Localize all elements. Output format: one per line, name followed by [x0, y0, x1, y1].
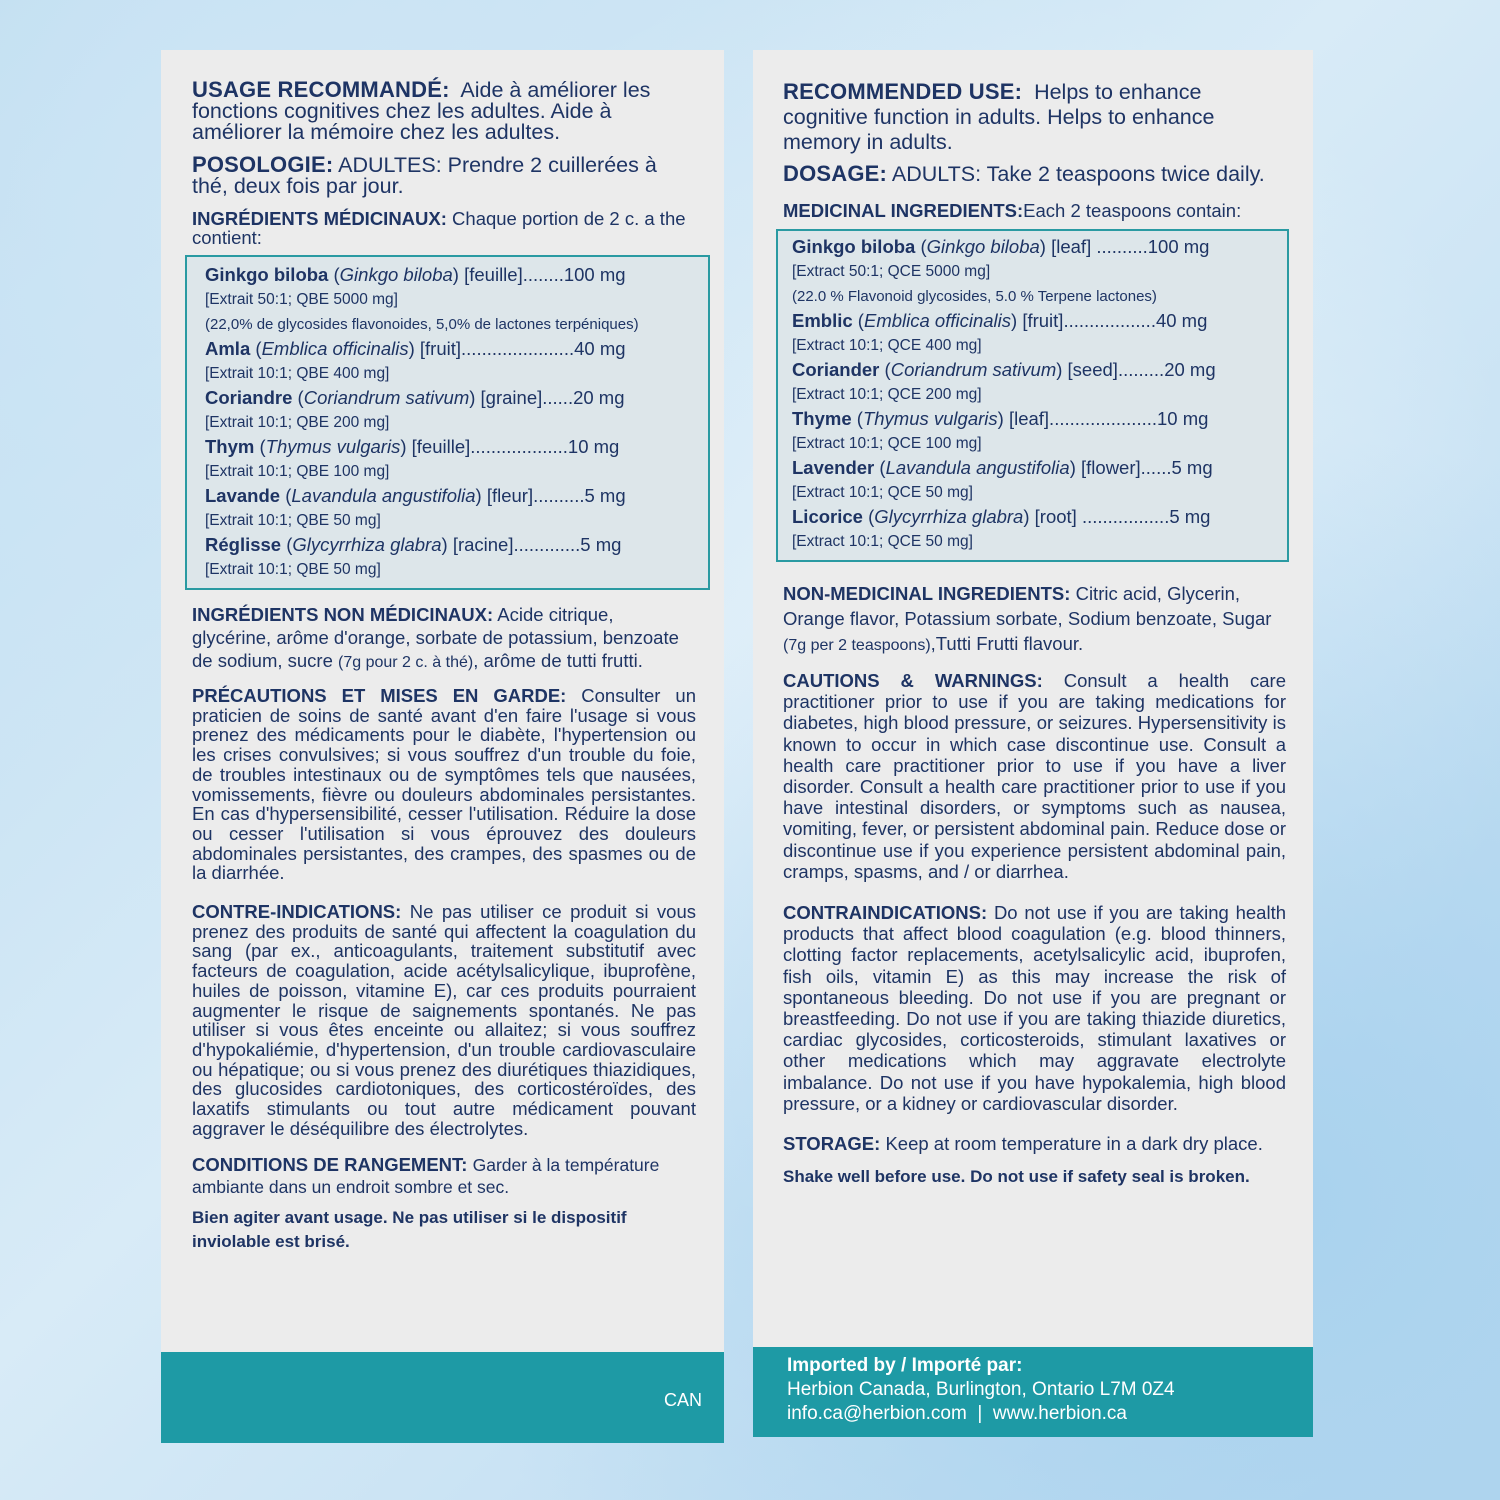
- fr-ingredient: Thym (Thymus vulgaris) [feuille]...................10 mg [Extrait 10:1; QBE 100 mg]: [205, 435, 696, 484]
- ingredient-name: Coriandre: [205, 387, 293, 408]
- fr-non-medicinal-text-end: , arôme de tutti frutti.: [473, 650, 643, 671]
- fr-footer-band: [161, 1352, 724, 1443]
- ingredient-extract: [Extrait 50:1; QBE 5000 mg]: [205, 291, 398, 308]
- ingredient-extract: [Extract 10:1; QCE 50 mg]: [792, 533, 973, 550]
- en-usage-text: Helps to enhance cognitive function in adults. Helps to enhance memory in adults.: [783, 80, 1215, 154]
- ingredient-latin: Ginkgo biloba: [926, 236, 1040, 257]
- fr-ingredients-box: [185, 255, 710, 590]
- en-cautions-heading: CAUTIONS & WARNINGS:: [783, 670, 1043, 691]
- ingredient-extract: [Extract 50:1; QCE 5000 mg]: [792, 263, 991, 280]
- ingredient-extract: [Extract 10:1; QCE 200 mg]: [792, 386, 982, 403]
- ingredient-latin: Emblica officinalis: [261, 338, 409, 359]
- importer-heading: Imported by / Importé par:: [787, 1355, 1023, 1376]
- ingredient-latin: Thymus vulgaris: [265, 436, 401, 457]
- ingredient-dose: [fleur]..........5 mg: [486, 485, 626, 506]
- ingredient-latin: Ginkgo biloba: [339, 264, 453, 285]
- fr-dosage-section: [192, 154, 696, 197]
- ingredient-extract: [Extract 10:1; QCE 50 mg]: [792, 484, 973, 501]
- ingredient-name: Licorice: [792, 506, 863, 527]
- en-ingredient: Emblic (Emblica officinalis) [fruit]..................40 mg [Extract 10:1; QCE 400 mg]: [792, 309, 1275, 358]
- fr-non-medicinal-text: Acide citrique, glycérine, arôme d'orange, sorbate de potassium, benzoate de sodium, sucre: [192, 604, 679, 671]
- fr-contra-text: Ne pas utiliser ce produit si vous prenez des produits de santé qui affectent la coagulation du sang (par ex., anticoagulants, traitement substitutif avec facteurs de coagulation, acide acétylsalicylique, ibuprofène, huiles de poisson, vitamine E), car ces produits pourraient augmenter le risque de saignements spontanés. Ne pas utiliser si vous êtes enceinte ou allaitez; si vous souffrez d'hypokaliémie, d'hypertension, d'un trouble cardiovasculaire ou hépatique; ou si vous prenez des diurétiques thiazidiques, des glucosides cardiotoniques, des corticostéroïdes, des laxatifs stimulants ou tout autre médicament pouvant aggraver le déséquilibre des électrolytes.: [192, 901, 696, 1139]
- ingredient-latin: Emblica officinalis: [863, 310, 1012, 331]
- en-shake-note: Shake well before use. Do not use if safety seal is broken.: [783, 1167, 1250, 1187]
- ingredient-name: Emblic: [792, 310, 853, 331]
- ingredient-extract: [Extrait 10:1; QBE 400 mg]: [205, 365, 390, 382]
- ingredient-dose: [feuille]........100 mg: [464, 264, 626, 285]
- ingredient-dose: [racine].............5 mg: [452, 534, 622, 555]
- ingredient-dose: [seed].........20 mg: [1067, 359, 1216, 380]
- ingredient-name: Thym: [205, 436, 255, 457]
- en-non-medicinal-section: [783, 581, 1286, 658]
- ingredient-latin: Glycyrrhiza glabra: [874, 506, 1024, 527]
- ingredient-latin: Lavandula angustifolia: [885, 457, 1070, 478]
- en-dosage-text: ADULTS: Take 2 teaspoons twice daily.: [891, 162, 1265, 186]
- fr-storage-section: [192, 1154, 696, 1198]
- country-code: CAN: [663, 1390, 702, 1410]
- ingredient-name: Lavande: [205, 485, 281, 506]
- ingredient-dose: [feuille]...................10 mg: [411, 436, 620, 457]
- ingredient-note: (22.0 % Flavonoid glycosides, 5.0 % Terpene lactones): [792, 288, 1157, 305]
- ingredient-extract: [Extrait 10:1; QBE 50 mg]: [205, 512, 381, 529]
- english-label-panel: [753, 50, 1313, 1437]
- en-contra-text: Do not use if you are taking health products that affect blood coagulation (e.g. blood thinners, clotting factor replacements, acetylsalicylic acid, ibuprofen, fish oils, vitamin E) as this may increase the risk of spontaneous bleeding. Do not use if you are pregnant or breastfeeding. Do not use if you are taking thiazide diuretics, cardiac glycosides, corticosteroids, stimulant laxatives or other medications which may aggravate electrolyte imbalance. Do not use if you have hypokalemia, high blood pressure, or a kidney or cardiovascular disorder.: [783, 902, 1287, 1114]
- fr-usage-text: Aide à améliorer les fonctions cognitives chez les adultes. Aide à améliorer la mémoire chez les adultes.: [192, 78, 651, 144]
- fr-ingredient: Réglisse (Glycyrrhiza glabra) [racine].............5 mg [Extrait 10:1; QBE 50 mg]: [205, 533, 696, 582]
- en-ingredients-box: [776, 229, 1289, 562]
- fr-ingredient: Lavande (Lavandula angustifolia) [fleur]..........5 mg [Extrait 10:1; QBE 50 mg]: [205, 484, 696, 533]
- en-medicinal-section: [783, 201, 1286, 221]
- fr-dosage-heading: POSOLOGIE:: [192, 152, 334, 177]
- ingredient-name: Amla: [205, 338, 251, 359]
- en-ingredient: Lavender (Lavandula angustifolia) [flower]......5 mg [Extract 10:1; QCE 50 mg]: [792, 456, 1275, 505]
- fr-dosage-text: ADULTES: Prendre 2 cuillerées à thé, deux fois par jour.: [192, 153, 657, 198]
- en-storage-text: Keep at room temperature in a dark dry place.: [885, 1133, 1263, 1155]
- ingredient-name: Ginkgo biloba: [792, 236, 916, 257]
- en-cautions-text: Consult a health care practitioner prior to use if you are taking medications for diabetes, high blood pressure, or seizures. Hypersensitivity is known to occur in which case discontinue use. Consult a health care practitioner prior to use if you have a liver disorder. Consult a health care practitioner prior to use if you have intestinal disorders, or symptoms such as nausea, vomiting, fever, or persistent abdominal pain. Reduce dose or discontinue use if you experience persistent abdominal pain, cramps, spasms, and / or diarrhea.: [783, 670, 1286, 882]
- fr-ingredient: Amla (Emblica officinalis) [fruit]......................40 mg [Extrait 10:1; QBE 400 mg]: [205, 337, 696, 386]
- en-non-medicinal-heading: NON-MEDICINAL INGREDIENTS:: [783, 583, 1071, 604]
- ingredient-extract: [Extrait 10:1; QBE 100 mg]: [205, 463, 390, 480]
- ingredient-name: Thyme: [792, 408, 852, 429]
- ingredient-latin: Coriandrum sativum: [303, 387, 470, 408]
- fr-non-medicinal-section: [192, 603, 696, 674]
- fr-usage-section: [192, 79, 696, 143]
- fr-storage-heading: CONDITIONS DE RANGEMENT:: [192, 1154, 468, 1176]
- ingredient-dose: [graine]......20 mg: [480, 387, 625, 408]
- en-non-medicinal-text: Citric acid, Glycerin, Orange flavor, Potassium sorbate, Sodium benzoate, Sugar: [783, 583, 1272, 629]
- ingredient-name: Lavender: [792, 457, 875, 478]
- fr-contra-heading: CONTRE-INDICATIONS:: [192, 901, 402, 923]
- en-usage-heading: RECOMMENDED USE:: [783, 79, 1023, 104]
- ingredient-dose: [leaf].....................10 mg: [1008, 408, 1209, 429]
- ingredient-note: (22,0% de glycosides flavonoides, 5,0% de lactones terpéniques): [205, 316, 639, 333]
- fr-cautions-section: [192, 686, 696, 883]
- ingredient-dose: [leaf] ..........100 mg: [1051, 236, 1210, 257]
- ingredient-extract: [Extrait 10:1; QBE 50 mg]: [205, 561, 381, 578]
- en-storage-section: [783, 1131, 1286, 1156]
- en-non-medicinal-text-end: ,Tutti Frutti flavour.: [930, 633, 1084, 654]
- fr-shake-note: Bien agiter avant usage. Ne pas utiliser si le dispositif inviolable est brisé.: [192, 1208, 627, 1252]
- ingredient-dose: [fruit]......................40 mg: [419, 338, 626, 359]
- fr-ingredient: Coriandre (Coriandrum sativum) [graine]......20 mg [Extrait 10:1; QBE 200 mg]: [205, 386, 696, 435]
- fr-non-medicinal-heading: INGRÉDIENTS NON MÉDICINAUX:: [192, 604, 494, 625]
- en-dosage-heading: DOSAGE:: [783, 161, 888, 186]
- fr-medicinal-intro: Chaque portion de 2 c. a the contient:: [192, 208, 686, 248]
- ingredient-extract: [Extract 10:1; QCE 100 mg]: [792, 435, 982, 452]
- en-dosage-section: [783, 161, 1286, 187]
- en-storage-heading: STORAGE:: [783, 1133, 881, 1155]
- en-ingredient: Thyme (Thymus vulgaris) [leaf].....................10 mg [Extract 10:1; QCE 100 mg]: [792, 407, 1275, 456]
- en-ingredient: Ginkgo biloba (Ginkgo biloba) [leaf] ..........100 mg [Extract 50:1; QCE 5000 mg] (22.0 % Flavonoid glycosides, 5.0 % Terpene lactones): [792, 235, 1275, 309]
- fr-cautions-text: Consulter un praticien de soins de santé avant d'en faire l'usage si vous prenez des médicaments pour le diabète, l'hypertension ou les crises convulsives; si vous souffrez d'un trouble du foie, de troubles intestinaux ou de symptômes tels que nausées, vomissements, fièvre ou douleurs abdominales persistantes. En cas d'hypersensibilité, cesser l'utilisation. Réduire la dose ou cesser l'utilisation si vous éprouvez des douleurs abdominales persistantes, des crampes, des spasmes ou de la diarrhée.: [192, 685, 696, 884]
- ingredient-latin: Lavandula angustifolia: [291, 485, 476, 506]
- fr-ingredient: Ginkgo biloba (Ginkgo biloba) [feuille]........100 mg [Extrait 50:1; QBE 5000 mg] (22,0% de glycosides flavonoides, 5,0% de lactones terpéniques): [205, 263, 696, 337]
- en-contra-heading: CONTRAINDICATIONS:: [783, 902, 988, 924]
- ingredient-extract: [Extrait 10:1; QBE 200 mg]: [205, 414, 390, 431]
- ingredient-dose: [fruit]..................40 mg: [1022, 310, 1208, 331]
- fr-sugar-note: (7g pour 2 c. à thé): [338, 654, 474, 671]
- importer-block: [787, 1354, 1175, 1426]
- en-usage-section: [783, 79, 1286, 155]
- ingredient-name: Coriander: [792, 359, 880, 380]
- en-ingredient: Licorice (Glycyrrhiza glabra) [root] .................5 mg [Extract 10:1; QCE 50 mg]: [792, 505, 1275, 554]
- fr-cautions-heading: PRÉCAUTIONS ET MISES EN GARDE:: [192, 685, 567, 706]
- en-cautions-section: [783, 670, 1286, 882]
- importer-contact: info.ca@herbion.com | www.herbion.ca: [787, 1403, 1127, 1424]
- ingredient-dose: [flower]......5 mg: [1081, 457, 1213, 478]
- en-medicinal-intro: Each 2 teaspoons contain:: [1023, 200, 1242, 221]
- fr-contra-section: [192, 902, 696, 1138]
- fr-medicinal-section: [192, 209, 696, 247]
- french-label-panel: [161, 50, 724, 1443]
- fr-medicinal-heading: INGRÉDIENTS MÉDICINAUX:: [192, 208, 447, 229]
- ingredient-name: Ginkgo biloba: [205, 264, 329, 285]
- ingredient-latin: Thymus vulgaris: [862, 408, 998, 429]
- fr-usage-heading: USAGE RECOMMANDÉ:: [192, 77, 450, 102]
- ingredient-latin: Glycyrrhiza glabra: [292, 534, 442, 555]
- en-footer-band: [753, 1347, 1313, 1437]
- ingredient-name: Réglisse: [205, 534, 282, 555]
- en-contra-section: [783, 902, 1286, 1114]
- ingredient-latin: Coriandrum sativum: [890, 359, 1057, 380]
- en-medicinal-heading: MEDICINAL INGREDIENTS:: [783, 200, 1024, 221]
- en-sugar-note: (7g per 2 teaspoons): [783, 637, 931, 654]
- importer-address: Herbion Canada, Burlington, Ontario L7M 0Z4: [787, 1379, 1175, 1400]
- en-ingredient: Coriander (Coriandrum sativum) [seed].........20 mg [Extract 10:1; QCE 200 mg]: [792, 358, 1275, 407]
- ingredient-dose: [root] .................5 mg: [1034, 506, 1211, 527]
- fr-storage-text: Garder à la température ambiante dans un endroit sombre et sec.: [192, 1155, 660, 1198]
- ingredient-extract: [Extract 10:1; QCE 400 mg]: [792, 337, 982, 354]
